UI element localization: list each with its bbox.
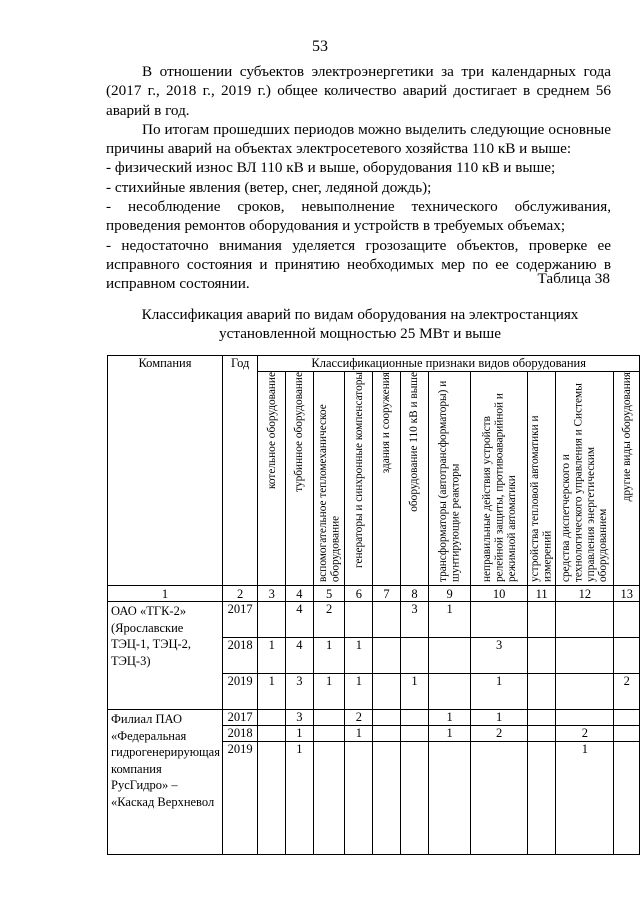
year-cell: 2019	[222, 674, 257, 710]
value-cell: 4	[286, 638, 314, 674]
column-header-label: оборудование 110 кВ и выше	[408, 372, 421, 512]
value-cell	[429, 742, 471, 855]
value-cell	[429, 638, 471, 674]
paragraph-1: В отношении субъектов электроэнергетики за три календарных года (2017 г., 2018 г., 2019 г.) общее количество аварий достигает в среднем 56 аварий в год.	[106, 63, 611, 119]
value-cell: 2	[556, 726, 614, 742]
year-cell: 2018	[222, 638, 257, 674]
value-cell	[400, 742, 428, 855]
value-cell	[313, 726, 345, 742]
value-cell	[400, 710, 428, 726]
table-body	[108, 602, 640, 855]
value-cell: 2	[313, 602, 345, 638]
list-item: - физический износ ВЛ 110 кВ и выше, оборудования 110 кВ и выше;	[106, 159, 556, 177]
value-cell	[400, 638, 428, 674]
value-cell: 2	[345, 710, 373, 726]
value-cell	[528, 674, 556, 710]
column-header-label: устройства тепловой автоматики и измерений	[529, 415, 554, 582]
column-number: 12	[556, 586, 614, 602]
column-header	[556, 372, 614, 586]
column-header-label: средства диспетчерского и технологического управления и Системы управления энергетическим оборудованием	[560, 383, 610, 582]
column-header	[373, 372, 401, 586]
year-cell: 2018	[222, 726, 257, 742]
accident-classification-table	[107, 355, 640, 855]
column-header	[528, 372, 556, 586]
column-number: 5	[313, 586, 345, 602]
value-cell	[345, 742, 373, 855]
column-number: 2	[222, 586, 257, 602]
company-cell: Филиал ПАО «Федеральная гидрогенерирующая компания РусГидро» – «Каскад Верхневол	[108, 710, 223, 855]
value-cell	[373, 638, 401, 674]
header-group: Классификационные признаки видов оборудования	[258, 356, 640, 372]
value-cell	[528, 742, 556, 855]
list-item: - несоблюдение сроков, невыполнение технического обслуживания, проведения ремонтов оборудования и устройств в требуемых объемах;	[106, 198, 611, 235]
table-row	[108, 602, 640, 638]
value-cell: 1	[429, 726, 471, 742]
value-cell	[373, 602, 401, 638]
value-cell: 1	[429, 710, 471, 726]
value-cell: 4	[286, 602, 314, 638]
value-cell	[528, 710, 556, 726]
column-header	[429, 372, 471, 586]
value-cell	[528, 638, 556, 674]
value-cell: 1	[286, 726, 314, 742]
column-number-row	[108, 586, 640, 602]
value-cell: 1	[258, 638, 286, 674]
value-cell	[614, 726, 640, 742]
column-header-label: котельное оборудование	[265, 372, 278, 490]
value-cell: 1	[345, 674, 373, 710]
column-header-label: здания и сооружения	[380, 372, 393, 474]
column-header-label: другие виды оборудования	[620, 372, 633, 502]
value-cell: 1	[258, 674, 286, 710]
header-company: Компания	[108, 356, 223, 586]
body-text	[106, 62, 611, 294]
value-cell: 1	[345, 726, 373, 742]
column-number: 4	[286, 586, 314, 602]
value-cell	[614, 710, 640, 726]
value-cell: 1	[345, 638, 373, 674]
value-cell	[471, 742, 528, 855]
column-header-label: генераторы и синхронные компенсаторы	[352, 372, 365, 569]
column-number: 9	[429, 586, 471, 602]
column-header	[313, 372, 345, 586]
value-cell: 1	[400, 674, 428, 710]
column-header-label: вспомогательное тепломеханическое оборудование	[316, 404, 342, 582]
value-cell: 3	[400, 602, 428, 638]
column-header	[471, 372, 528, 586]
column-number: 6	[345, 586, 373, 602]
column-header	[345, 372, 373, 586]
column-number: 1	[108, 586, 223, 602]
value-cell	[614, 638, 640, 674]
value-cell	[313, 742, 345, 855]
company-cell: ОАО «ТГК-2» (Ярославские ТЭЦ-1, ТЭЦ-2, ТЭЦ-3)	[108, 602, 223, 710]
value-cell	[400, 726, 428, 742]
value-cell	[345, 602, 373, 638]
value-cell	[528, 726, 556, 742]
column-number: 8	[400, 586, 428, 602]
value-cell	[528, 602, 556, 638]
value-cell	[258, 710, 286, 726]
column-number: 10	[471, 586, 528, 602]
value-cell: 1	[313, 674, 345, 710]
value-cell: 3	[286, 674, 314, 710]
value-cell	[258, 726, 286, 742]
header-year: Год	[222, 356, 257, 586]
value-cell	[258, 602, 286, 638]
value-cell: 3	[471, 638, 528, 674]
value-cell: 1	[471, 710, 528, 726]
value-cell	[556, 710, 614, 726]
year-cell: 2019	[222, 742, 257, 855]
table-row	[108, 710, 640, 726]
value-cell	[373, 710, 401, 726]
column-header-label: неправильные действия устройств релейной защиты, противоаварийной и режимной автоматики	[480, 393, 518, 582]
value-cell	[373, 726, 401, 742]
value-cell	[614, 742, 640, 855]
value-cell: 2	[614, 674, 640, 710]
column-header-label: турбинное оборудование	[293, 372, 306, 492]
value-cell: 1	[313, 638, 345, 674]
table-number: Таблица 38	[537, 270, 610, 287]
column-header	[400, 372, 428, 586]
value-cell	[556, 674, 614, 710]
value-cell	[258, 742, 286, 855]
value-cell	[373, 742, 401, 855]
value-cell	[556, 602, 614, 638]
value-cell	[429, 674, 471, 710]
column-number: 11	[528, 586, 556, 602]
value-cell	[313, 710, 345, 726]
column-number: 3	[258, 586, 286, 602]
column-number: 13	[614, 586, 640, 602]
value-cell: 2	[471, 726, 528, 742]
year-cell: 2017	[222, 602, 257, 638]
value-cell: 1	[286, 742, 314, 855]
column-number: 7	[373, 586, 401, 602]
value-cell: 3	[286, 710, 314, 726]
table-caption: Классификация аварий по видам оборудования на электростанциях установленной мощностью 25 МВт и выше	[141, 306, 579, 342]
value-cell	[471, 602, 528, 638]
year-cell: 2017	[222, 710, 257, 726]
list-item: - стихийные явления (ветер, снег, ледяной дождь);	[106, 178, 432, 196]
value-cell: 1	[471, 674, 528, 710]
paragraph-2: По итогам прошедших периодов можно выделить следующие основные причины аварий на объектах электросетевого хозяйства 110 кВ и выше:	[106, 120, 611, 158]
page-number: 53	[312, 38, 328, 55]
value-cell	[614, 602, 640, 638]
value-cell	[556, 638, 614, 674]
column-header-label: трансформаторы (автотрансформаторы) и шунтирующие реакторы	[437, 380, 462, 582]
column-header	[614, 372, 640, 586]
list-item: - недостаточно внимания уделяется грозозащите объектов, проверке ее исправного состояния и принятию необходимых мер по ее содержанию в исправном состоянии.	[106, 236, 611, 293]
value-cell	[373, 674, 401, 710]
column-header	[286, 372, 314, 586]
column-header	[258, 372, 286, 586]
value-cell: 1	[556, 742, 614, 855]
value-cell: 1	[429, 602, 471, 638]
